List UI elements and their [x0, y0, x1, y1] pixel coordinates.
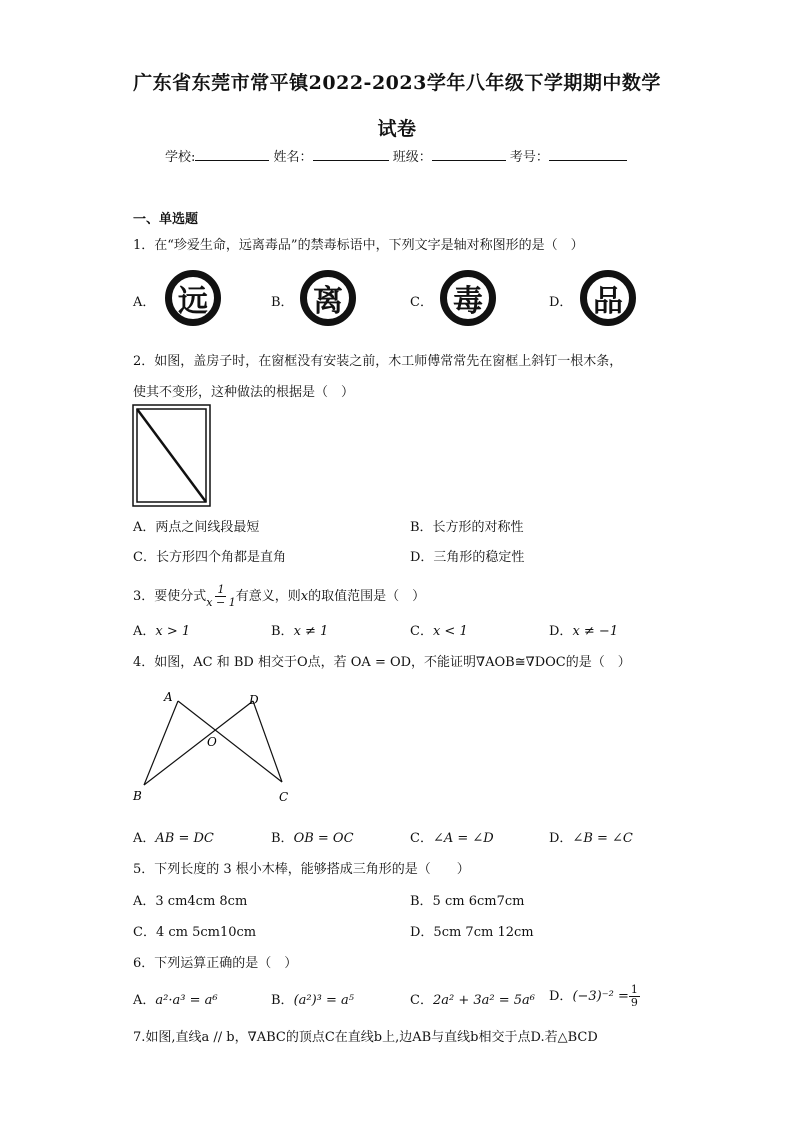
- q1-option-c-label: C．: [410, 295, 433, 310]
- point-o-label: O: [207, 735, 217, 749]
- character-pin-icon: 品: [580, 270, 636, 326]
- q3-option-d: D．x ≠ −1: [549, 624, 619, 639]
- q3-stem-middle: 有意义，则: [235, 589, 301, 604]
- character-li-icon: 离: [300, 270, 356, 326]
- q5-option-b: B．5 cm 6cm7cm: [410, 894, 525, 909]
- q2-option-b: B．长方形的对称性: [410, 520, 524, 535]
- q3-stem-suffix: 的取值范围是（ ）: [308, 589, 426, 604]
- q6-option-c: C．2a² + 3a² = 5a⁶: [410, 993, 535, 1008]
- q3-option-b: B．x ≠ 1: [271, 624, 329, 639]
- window-frame-diagram: [132, 404, 212, 508]
- q2-option-d: D．三角形的稳定性: [410, 550, 525, 565]
- q6-stem: 6．下列运算正确的是（ ）: [133, 956, 298, 971]
- q1-option-d-label: D．: [549, 295, 573, 310]
- class-label: 班级：: [392, 150, 432, 165]
- q4-option-a: A．AB = DC: [133, 831, 214, 846]
- q6-option-b: B．(a²)³ = a⁵: [271, 993, 354, 1008]
- exam-title-line2: 试卷: [377, 118, 417, 140]
- q7-stem: 7.如图,直线a // b，∇ABC的顶点C在直线b上,边AB与直线b相交于点D.若△BCD: [133, 1030, 598, 1045]
- q2-option-c: C．长方形四个角都是直角: [133, 550, 286, 565]
- name-label: 姓名：: [273, 150, 313, 165]
- character-yuan-icon: 远: [165, 270, 221, 326]
- q4-stem: 4．如图，AC 和 BD 相交于O点，若 OA = OD，不能证明∇AOB≅∇DOC的是（ ）: [133, 655, 631, 670]
- q4-option-c: C．∠A = ∠D: [410, 831, 494, 846]
- q6-option-a: A．a²·a³ = a⁶: [133, 993, 218, 1008]
- q1-option-b-label: B．: [271, 295, 294, 310]
- q1-option-a-label: A．: [133, 295, 156, 310]
- character-du-icon: 毒: [440, 270, 496, 326]
- q3-variable: x: [300, 589, 309, 604]
- q6-option-d: D．(−3)⁻² = $\frac{1}{9}$: [549, 983, 638, 1009]
- q5-option-d: D．5cm 7cm 12cm: [410, 925, 534, 940]
- q3-fraction: [206, 584, 235, 609]
- class-blank[interactable]: [432, 148, 506, 161]
- q4-option-b: B．OB = OC: [271, 831, 354, 846]
- q1-stem: 1．在“珍爱生命，远离毒品”的禁毒标语中，下列文字是轴对称图形的是（ ）: [133, 238, 584, 253]
- point-b-label: B: [133, 789, 142, 803]
- q2-stem-line1: 2．如图，盖房子时，在窗框没有安装之前，木工师傅常常先在窗框上斜钉一根木条，: [133, 354, 623, 369]
- q3-option-c: C．x < 1: [410, 624, 468, 639]
- school-label: 学校:: [165, 150, 196, 165]
- q5-option-c: C．4 cm 5cm10cm: [133, 925, 257, 940]
- exam-number-blank[interactable]: [549, 148, 627, 161]
- q3-option-a: A．x > 1: [133, 624, 191, 639]
- q5-stem: 5．下列长度的 3 根小木棒，能够搭成三角形的是（ ）: [133, 862, 470, 877]
- point-a-label: A: [164, 690, 173, 704]
- q2-option-a: A．两点之间线段最短: [133, 520, 260, 535]
- point-c-label: C: [279, 790, 289, 804]
- school-blank[interactable]: [195, 148, 269, 161]
- crossed-triangles-diagram: [128, 686, 308, 812]
- q3-fraction-denominator: x − 1: [206, 596, 236, 609]
- q4-option-d: D．∠B = ∠C: [549, 831, 633, 846]
- point-d-label: D: [249, 693, 259, 707]
- q3-stem: [133, 584, 425, 609]
- section-heading: 一、单选题: [133, 212, 199, 227]
- name-blank[interactable]: [313, 148, 389, 161]
- exam-number-label: 考号：: [509, 150, 549, 165]
- q3-stem-prefix: 3．要使分式: [133, 589, 207, 604]
- q3-fraction-numerator: 1: [217, 583, 225, 596]
- q5-option-a: A．3 cm4cm 8cm: [133, 894, 248, 909]
- student-info-line: [165, 146, 627, 165]
- q2-stem-line2: 使其不变形，这种做法的根据是（ ）: [133, 385, 355, 400]
- exam-title-line1: 广东省东莞市常平镇2022-2023学年八年级下学期期中数学: [133, 72, 661, 94]
- q6-option-d-fraction: $\frac{1}{9}$: [630, 983, 638, 1009]
